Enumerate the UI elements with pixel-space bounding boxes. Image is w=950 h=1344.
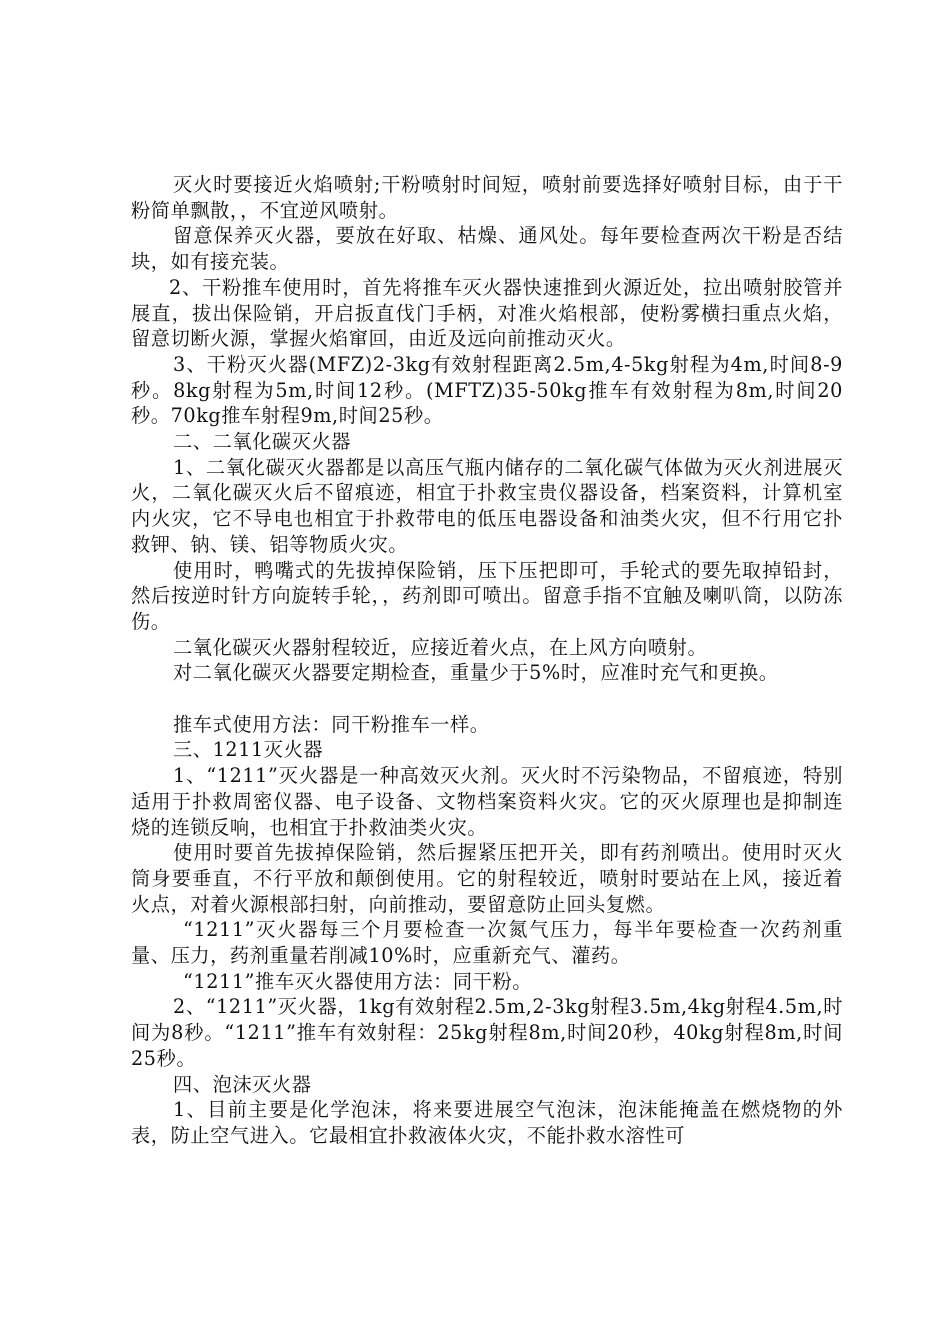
paragraph-cart-usage: 2、干粉推车使用时，首先将推车灭火器快速推到火源近处，拉出喷射胶管并展直，拔出保险销，开启扳直伐门手柄，对准火焰根部，使粉雾横扫重点火焰，留意切断火源，掌握火焰窜回，由近及远向前推动灭火。	[131, 275, 843, 351]
paragraph-1211-range: 2、“1211”灭火器，1kg有效射程2.5m,2-3kg射程3.5m,4kg射程4.5m,时间为8秒。“1211”推车有效射程：25kg射程8m,时间20秒，40kg射程8m,时间25秒。	[131, 995, 843, 1070]
section-heading-co2: 二、二氧化碳灭火器	[173, 430, 352, 454]
paragraph-co2-usage: 使用时，鸭嘴式的先拔掉保险销，压下压把即可，手轮式的要先取掉铅封，然后按逆时针方向旋转手轮，，药剂即可喷出。留意手指不宜触及喇叭筒，以防冻伤。	[131, 558, 843, 633]
document-body	[131, 172, 843, 1149]
blank-line	[131, 686, 843, 712]
paragraph-dry-powder-range: 3、干粉灭火器(MFZ)2-3kg有效射程距离2.5m,4-5kg射程为4m,时间8-9秒。8kg射程为5m,时间12秒。(MFTZ)35-50kg推车有效射程为8m,时间20秒。70kg推车射程9m,时间25秒。	[131, 352, 843, 428]
paragraph-dry-powder-spray: 灭火时要接近火焰喷射;干粉喷射时间短，喷射前要选择好喷射目标，由于干粉简单飘散，，不宜逆风喷射。	[131, 173, 843, 222]
paragraph-co2-intro: 1、二氧化碳灭火器都是以高压气瓶内储存的二氧化碳气体做为灭火剂进展灭火，二氧化碳灭火后不留痕迹，相宜于扑救宝贵仪器设备，档案资料，计算机室内火灾，它不导电也相宜于扑救带电的低压电器设备和油类火灾，但不行用它扑救钾、钠、镁、铝等物质火灾。	[131, 455, 843, 556]
paragraph-co2-range: 二氧化碳灭火器射程较近，应接近着火点，在上风方向喷射。	[173, 635, 708, 659]
paragraph-1211-usage: 使用时要首先拔掉保险销，然后握紧压把开关，即有药剂喷出。使用时灭火筒身要垂直，不行平放和颠倒使用。它的射程较近，喷射时要站在上风，接近着火点，对着火源根部扫射，向前推动，要留意防止回头复燃。	[131, 841, 843, 916]
paragraph-foam-intro: 1、目前主要是化学泡沫，将来要进展空气泡沫，泡沫能掩盖在燃烧物的外表，防止空气进入。它最相宜扑救液体火灾，不能扑救水溶性可	[131, 1098, 843, 1147]
paragraph-1211-inspection: “1211”灭火器每三个月要检查一次氮气压力，每半年要检查一次药剂重量、压力，药剂重量若削减10%时，应重新充气、灌药。	[131, 918, 843, 968]
paragraph-maintenance: 留意保养灭火器，要放在好取、枯燥、通风处。每年要检查两次干粉是否结块，如有接充装。	[131, 224, 843, 274]
paragraph-1211-cart: “1211”推车灭火器使用方法：同干粉。	[183, 969, 533, 993]
section-heading-1211: 三、1211灭火器	[173, 738, 324, 762]
paragraph-co2-cart: 推车式使用方法：同干粉推车一样。	[173, 712, 490, 736]
paragraph-co2-inspection: 对二氧化碳灭火器要定期检查，重量少于5%时，应准时充气和更换。	[173, 661, 779, 685]
section-heading-foam: 四、泡沫灭火器	[173, 1072, 312, 1096]
paragraph-1211-intro: 1、“1211”灭火器是一种高效灭火剂。灭火时不污染物品，不留痕迹，特别适用于扑救周密仪器、电子设备、文物档案资料火灾。它的灭火原理也是抑制连烧的连锁反响，也相宜于扑救油类火灾。	[131, 764, 843, 839]
